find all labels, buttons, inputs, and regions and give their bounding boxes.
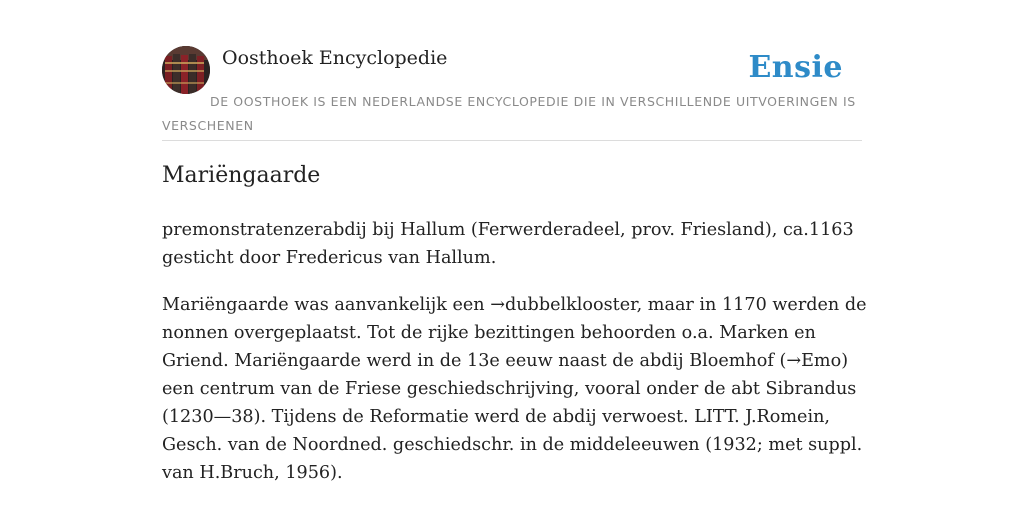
avatar[interactable] — [162, 46, 210, 94]
book-spines-icon — [162, 46, 210, 94]
site-name[interactable]: Oosthoek Encyclopedie — [222, 47, 448, 69]
article-paragraph: Mariëngaarde was aanvankelijk een →dubbelklooster, maar in 1170 werden de nonnen overgeplaatst. Tot de rijke bezittingen behoorden o.a. Marken en Griend. Mariëngaarde werd in de 13e eeuw naast de abdij Bloemhof (→Emo) een centrum van de Friese geschiedschrijving, vooral onder de abt Sibrandus (1230—38). Tijdens de Reformatie werd de abdij verwoest. LITT. J.Romein, Gesch. van de Noordned. geschiedschr. in de middeleeuwen (1932; met suppl. van H.Bruch, 1956). — [162, 295, 867, 483]
site-tagline: DE OOSTHOEK IS EEN NEDERLANDSE ENCYCLOPEDIE DIE IN VERSCHILLENDE UITVOERINGEN IS VERSCHENEN — [162, 94, 856, 133]
article-paragraph: premonstratenzerabdij bij Hallum (Ferwerderadeel, prov. Friesland), ca.1163 gesticht door Fredericus van Hallum. — [162, 220, 854, 268]
site-header — [162, 46, 862, 141]
article-body — [162, 216, 867, 506]
brand-logo[interactable]: Ensie — [748, 50, 843, 85]
page-title: Mariëngaarde — [162, 163, 321, 188]
